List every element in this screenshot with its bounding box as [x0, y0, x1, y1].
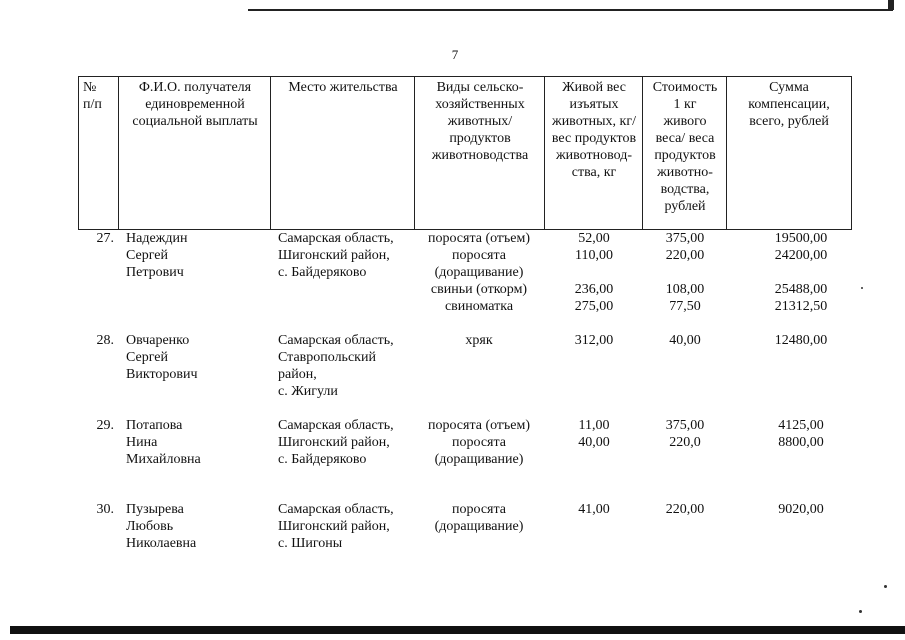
recipient-name: Овчаренко Сергей Викторович: [126, 333, 198, 382]
animal-type: поросята (доращивание): [434, 435, 524, 467]
header-label-price: Стоимость 1 кг живого веса/ веса продуктов животно-водства, рублей: [652, 80, 718, 214]
price-per-kg: 220,0: [669, 435, 701, 450]
animal-type: свиноматка: [444, 299, 514, 314]
animal-weight: 236,00: [574, 282, 614, 297]
recipient-name: Пузырева Любовь Николаевна: [126, 502, 197, 551]
recipient-address: Самарская область, Шигонский район, с. Байдеряково: [278, 231, 394, 280]
animal-weight: 275,00: [574, 299, 614, 314]
scan-speck: [861, 287, 863, 289]
recipient-name: Надеждин Сергей Петрович: [126, 231, 188, 280]
animal-type: поросята (отъем): [427, 418, 531, 433]
compensation-sum: 4125,00: [778, 418, 824, 433]
recipient-address: Самарская область, Шигонский район, с. Шигоны: [278, 502, 394, 551]
animal-weight: 41,00: [578, 502, 610, 517]
header-label-sum: Сумма компенсации, всего, рублей: [748, 80, 830, 129]
top-rule: [248, 9, 893, 11]
price-per-kg: 375,00: [665, 418, 705, 433]
price-per-kg: 40,00: [669, 333, 701, 348]
header-label-address: Место жительства: [288, 80, 398, 95]
row-number: 29.: [96, 418, 114, 433]
recipient-address: Самарская область, Ставропольский район, с. Жигули: [278, 333, 394, 399]
bottom-rule: [10, 626, 905, 634]
header-cell-type: [414, 76, 545, 230]
animal-weight: 312,00: [574, 333, 614, 348]
row-number: 27.: [96, 231, 114, 246]
animal-weight: 11,00: [578, 418, 610, 433]
animal-weight: 52,00: [578, 231, 610, 246]
animal-type: свиньи (откорм): [430, 282, 528, 297]
animal-type: поросята (доращивание): [434, 248, 524, 280]
header-cell-address: [270, 76, 415, 230]
row-number: 30.: [96, 502, 114, 517]
compensation-sum: 19500,00: [774, 231, 828, 246]
compensation-sum: 21312,50: [774, 299, 828, 314]
header-cell-weight: [544, 76, 643, 230]
animal-type: поросята (отъем): [427, 231, 531, 246]
row-number: 28.: [96, 333, 114, 348]
header-cell-price: [642, 76, 727, 230]
top-rule-stub: [888, 0, 894, 10]
header-label-num: № п/п: [83, 80, 102, 112]
recipient-name: Потапова Нина Михайловна: [126, 418, 201, 467]
compensation-sum: 24200,00: [774, 248, 828, 263]
animal-type: хряк: [465, 333, 493, 348]
compensation-sum: 9020,00: [778, 502, 824, 517]
animal-weight: 40,00: [578, 435, 610, 450]
compensation-sum: 25488,00: [774, 282, 828, 297]
price-per-kg: 220,00: [665, 502, 705, 517]
animal-type: поросята (доращивание): [434, 502, 524, 534]
header-cell-name: [118, 76, 271, 230]
compensation-sum: 8800,00: [778, 435, 824, 450]
scan-speck: [859, 610, 862, 613]
price-per-kg: 220,00: [665, 248, 705, 263]
header-cell-sum: [726, 76, 852, 230]
compensation-sum: 12480,00: [774, 333, 828, 348]
scan-speck: [884, 585, 887, 588]
price-per-kg: 77,50: [669, 299, 701, 314]
recipient-address: Самарская область, Шигонский район, с. Байдеряково: [278, 418, 394, 467]
header-label-type: Виды сельско-хозяйственных животных/ продуктов животноводства: [431, 80, 529, 163]
header-cell-num: [78, 76, 119, 230]
price-per-kg: 375,00: [665, 231, 705, 246]
header-label-weight: Живой вес изъятых животных, кг/вес продуктов животновод-ства, кг: [551, 80, 637, 180]
header-label-name: Ф.И.О. получателя единовременной социальной выплаты: [132, 80, 258, 129]
page-number: 7: [451, 47, 459, 62]
price-per-kg: 108,00: [665, 282, 705, 297]
animal-weight: 110,00: [575, 248, 613, 263]
